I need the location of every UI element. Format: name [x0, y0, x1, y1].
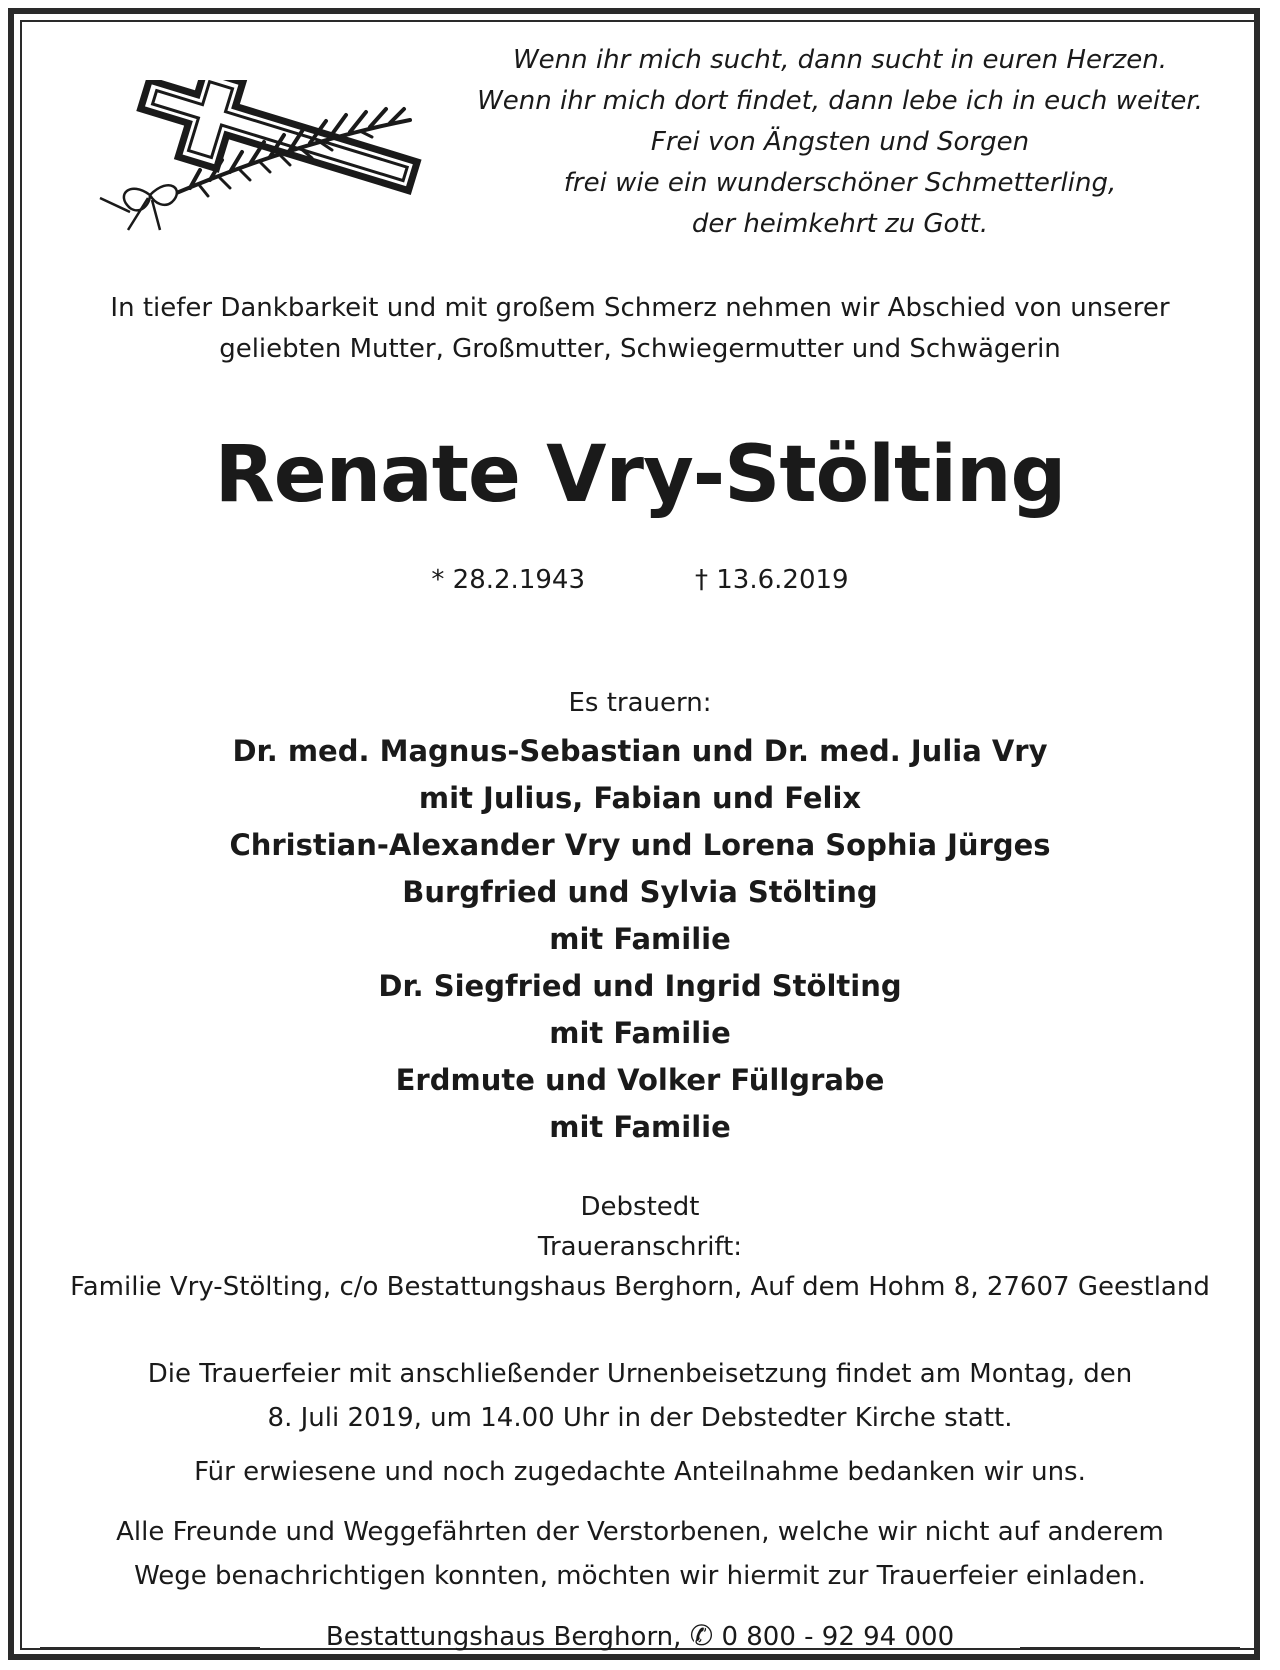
cross-with-palm-frond-icon — [90, 80, 440, 240]
ceremony-line-1: Die Trauerfeier mit anschließender Urnenbeisetzung findet am Montag, den — [147, 1359, 1133, 1389]
life-dates — [40, 562, 1240, 598]
mourner-line: Erdmute und Volker Füllgrabe — [395, 1063, 885, 1097]
address-line: Familie Vry-Stölting, c/o Bestattungshaus Berghorn, Auf dem Hohm 8, 27607 Geestland — [70, 1272, 1210, 1302]
poem-line: Frei von Ängsten und Sorgen — [650, 127, 1030, 157]
poem-line: der heimkehrt zu Gott. — [691, 209, 989, 239]
ceremony-info — [40, 1352, 1240, 1440]
funeral-home-name: Bestattungshaus Berghorn, — [325, 1622, 682, 1652]
phone-icon: ✆ — [689, 1619, 714, 1652]
footer-text — [260, 1616, 1020, 1657]
mourner-line: Dr. Siegfried und Ingrid Stölting — [378, 969, 902, 1003]
death-date: † 13.6.2019 — [695, 565, 849, 595]
thanks-text: Für erwiesene und noch zugedachte Anteilnahme bedanken wir uns. — [194, 1457, 1086, 1487]
place-name: Debstedt — [580, 1192, 700, 1222]
mourners-list — [40, 728, 1240, 1151]
footer-rule-left — [40, 1647, 260, 1650]
deceased-name: Renate Vry-Stölting — [214, 430, 1066, 520]
invite-line-2: Wege benachrichtigen konnten, möchten wir hiermit zur Trauerfeier einladen. — [134, 1561, 1146, 1591]
invite-line-1: Alle Freunde und Weggefährten der Verstorbenen, welche wir nicht auf anderem — [116, 1517, 1164, 1547]
intro-text — [40, 288, 1240, 370]
intro-line-1: In tiefer Dankbarkeit und mit großem Schmerz nehmen wir Abschied von unserer — [110, 293, 1170, 323]
footer — [40, 1616, 1240, 1658]
poem — [440, 40, 1240, 245]
mourner-line: mit Familie — [549, 1110, 731, 1144]
mourner-line: Christian-Alexander Vry und Lorena Sophia Jürges — [229, 828, 1051, 862]
mourner-line: Burgfried und Sylvia Stölting — [402, 875, 878, 909]
address-block — [30, 1187, 1250, 1307]
intro-line-2: geliebten Mutter, Großmutter, Schwiegermutter und Schwägerin — [219, 334, 1061, 364]
footer-rule-right — [1020, 1647, 1240, 1650]
address-label: Traueranschrift: — [537, 1232, 743, 1262]
poem-line: frei wie ein wunderschöner Schmetterling, — [563, 168, 1117, 198]
phone-number: 0 800 - 92 94 000 — [721, 1622, 955, 1652]
ceremony-line-2: 8. Juli 2019, um 14.00 Uhr in der Debstedter Kirche statt. — [267, 1403, 1013, 1433]
birth-date: * 28.2.1943 — [431, 565, 585, 595]
mourner-line: mit Familie — [549, 1016, 731, 1050]
mourner-line: mit Familie — [549, 922, 731, 956]
poem-line: Wenn ihr mich dort findet, dann lebe ich in euch weiter. — [477, 86, 1203, 116]
mourners-label: Es trauern: — [568, 688, 712, 718]
mourner-line: Dr. med. Magnus-Sebastian und Dr. med. Julia Vry — [232, 734, 1048, 768]
mourner-line: mit Julius, Fabian und Felix — [418, 781, 862, 815]
invitation-text — [40, 1510, 1240, 1598]
poem-line: Wenn ihr mich sucht, dann sucht in euren Herzen. — [512, 45, 1168, 75]
